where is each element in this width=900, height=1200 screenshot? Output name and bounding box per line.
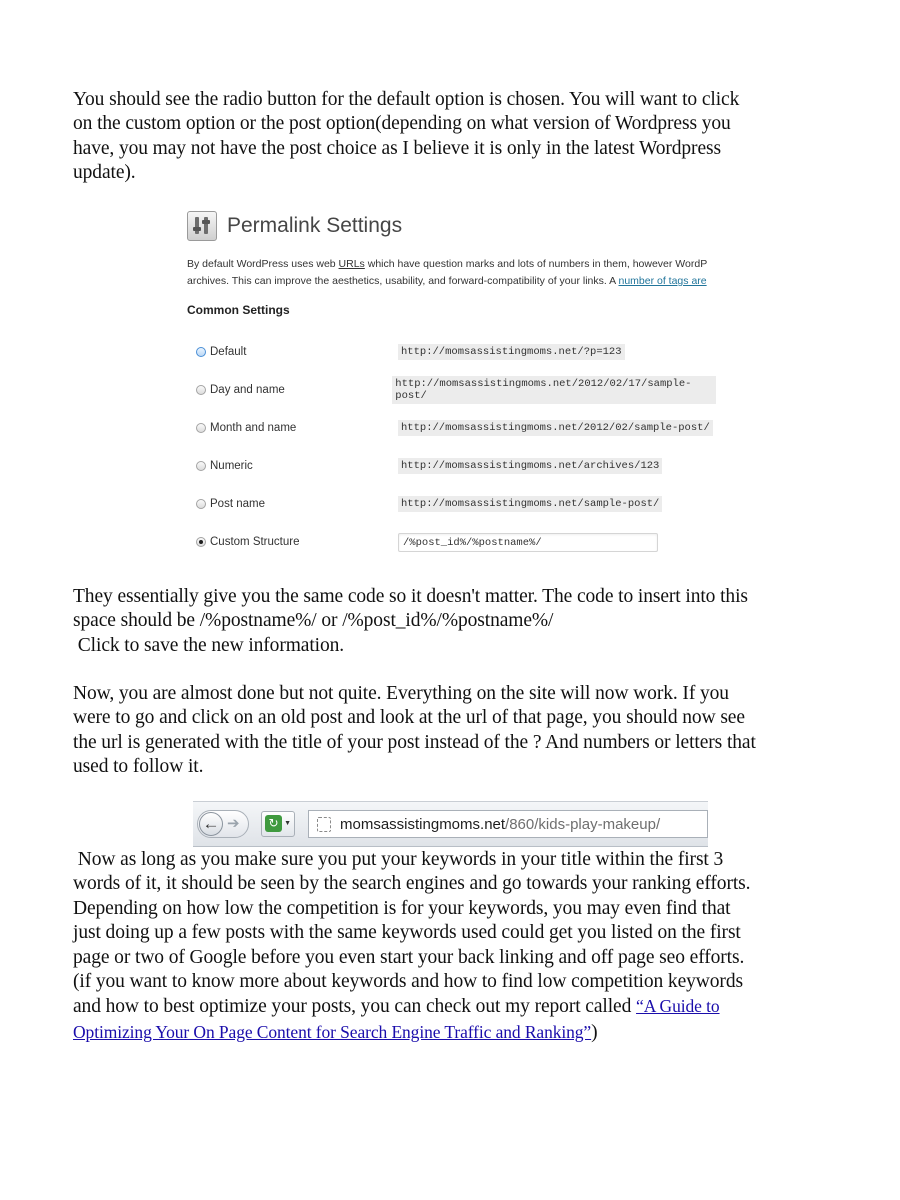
text-line: page or two of Google before you even start your back linking and off page seo efforts. (73, 946, 745, 968)
code-paragraph (73, 585, 843, 658)
text-line: words of it, it should be seen by the search engines and go towards your ranking efforts. (73, 873, 751, 895)
text-line: Now as long as you make sure you put your keywords in your title within the first 3 (73, 849, 724, 870)
option-default[interactable] (196, 342, 716, 362)
settings-sliders-icon (187, 211, 217, 241)
option-label: Day and name (210, 384, 285, 396)
text-line: were to go and click on an old post and look at the url of that page, you should now see (73, 707, 745, 729)
radio-day-and-name[interactable] (196, 385, 206, 395)
custom-structure-input[interactable]: /%post_id%/%postname%/ (398, 533, 658, 552)
text-line: (if you want to know more about keywords and how to find low competition keywords (73, 971, 743, 993)
browser-address-bar-screenshot (193, 801, 708, 847)
permalink-settings-screenshot (183, 203, 719, 561)
radio-numeric[interactable] (196, 461, 206, 471)
permalink-header (187, 209, 402, 243)
text-line: space should be /%postname%/ or /%post_id%/%postname%/ (73, 610, 554, 632)
tags-link[interactable]: number of tags are (618, 275, 707, 287)
chevron-down-icon: ▼ (284, 820, 291, 827)
text-line: used to follow it. (73, 756, 204, 778)
text-line: the url is generated with the title of your post instead of the ? And numbers or letters that (73, 731, 756, 753)
option-example-url: http://momsassistingmoms.net/2012/02/17/sample-post/ (392, 376, 716, 404)
text-line: update). (73, 162, 136, 184)
permalink-description: By default WordPress uses web URLs which have question marks and lots of numbers in them, however WordP archives. This can improve the aesthetics, usability, and forward-compatibility of your links. A number of tags are (187, 258, 708, 287)
option-label: Default (210, 346, 247, 358)
text-line: Now, you are almost done but not quite. Everything on the site will now work. If you (73, 683, 729, 704)
text-line: Depending on how low the competition is for your keywords, you may even find that (73, 897, 731, 919)
text-line: and how to best optimize your posts, you can check out my report called “A Guide to (73, 996, 720, 1018)
option-post-name[interactable] (196, 494, 716, 514)
navigation-buttons (197, 810, 249, 838)
option-example-url: http://momsassistingmoms.net/?p=123 (398, 344, 625, 360)
option-custom-structure[interactable] (196, 532, 716, 552)
report-link-continued[interactable]: Optimizing Your On Page Content for Search Engine Traffic and Ranking” (73, 1021, 592, 1042)
report-link[interactable]: “A Guide to (636, 996, 720, 1017)
option-day-and-name[interactable] (196, 380, 716, 400)
url-domain: momsassistingmoms.net (340, 815, 506, 833)
forward-arrow-icon[interactable]: ➔ (227, 815, 240, 832)
radio-default[interactable] (196, 347, 206, 357)
text-line: You should see the radio button for the default option is chosen. You will want to click (73, 89, 740, 110)
reload-button[interactable] (261, 811, 295, 837)
text-line: on the custom option or the post option(depending on what version of Wordpress you (73, 113, 731, 135)
radio-post-name[interactable] (196, 499, 206, 509)
common-settings-heading: Common Settings (187, 303, 290, 317)
radio-month-and-name[interactable] (196, 423, 206, 433)
option-label: Custom Structure (210, 536, 300, 548)
option-numeric[interactable] (196, 456, 716, 476)
option-label: Post name (210, 498, 265, 510)
option-month-and-name[interactable] (196, 418, 716, 438)
text-line: Click to save the new information. (73, 634, 345, 656)
option-example-url: http://momsassistingmoms.net/sample-post/ (398, 496, 662, 512)
option-label: Month and name (210, 422, 297, 434)
text-line: just doing up a few posts with the same keywords used could get you listed on the first (73, 922, 741, 944)
keywords-paragraph (73, 848, 843, 1045)
option-example-url: http://momsassistingmoms.net/2012/02/sample-post/ (398, 420, 713, 436)
page-icon (317, 817, 331, 832)
text-line: have, you may not have the post choice as I believe it is only in the latest Wordpress (73, 137, 721, 159)
text-line: They essentially give you the same code so it doesn't matter. The code to insert into this (73, 586, 748, 607)
option-label: Numeric (210, 460, 253, 472)
permalink-title: Permalink Settings (227, 214, 403, 237)
url-field[interactable] (308, 810, 708, 838)
option-example-url: http://momsassistingmoms.net/archives/123 (398, 458, 662, 474)
explanation-paragraph (73, 682, 843, 780)
back-arrow-icon[interactable]: ← (199, 812, 223, 836)
reload-icon: ↻ (265, 815, 282, 832)
radio-custom-structure[interactable] (196, 537, 206, 547)
text-line: Optimizing Your On Page Content for Search Engine Traffic and Ranking”) (73, 1021, 598, 1043)
intro-paragraph (73, 88, 843, 186)
url-path: /860/kids-play-makeup/ (505, 815, 661, 833)
